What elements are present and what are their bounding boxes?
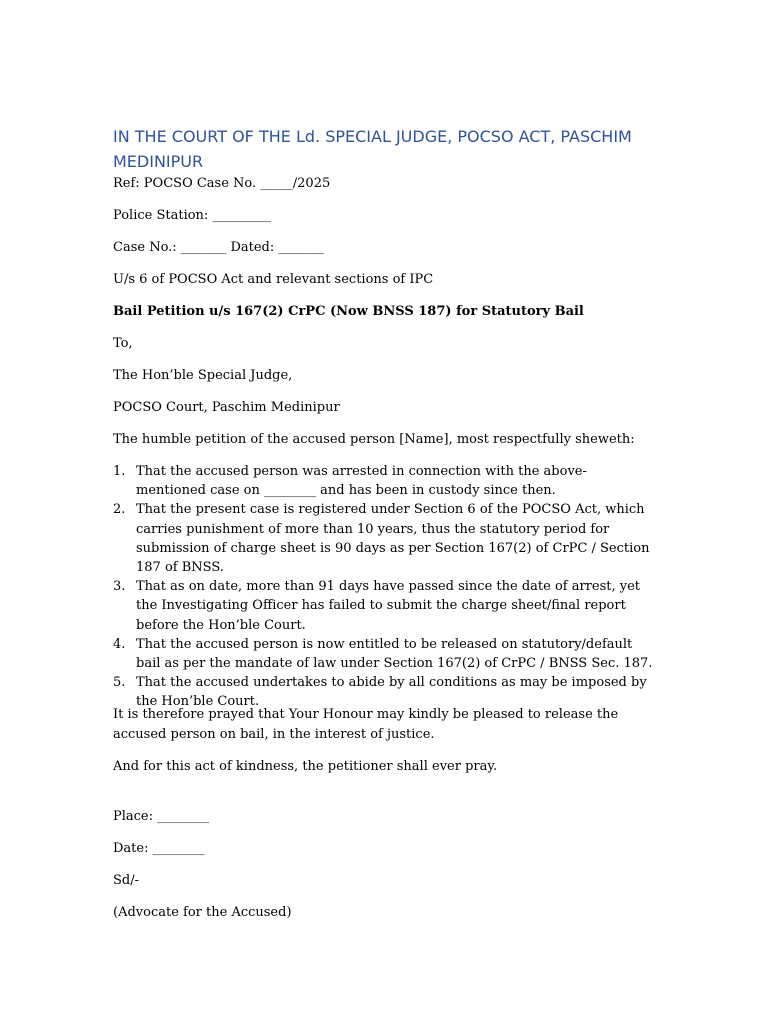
list-item-number: 1. xyxy=(113,464,126,479)
under-section-line: U/s 6 of POCSO Act and relevant sections of IPC xyxy=(113,272,434,287)
list-item-number: 3. xyxy=(113,579,126,595)
list-item-text: That the accused person is now entitled to be released on statutory/default bail as per the mandate of law under Section 167(2) of CrPC / BNSS Sec. 187. xyxy=(136,636,653,672)
list-item-text: That the accused person was arrested in connection with the above-mentioned case on ________ and has been in custody since then. xyxy=(136,464,587,499)
signature-line: Sd/- xyxy=(113,873,139,888)
petition-points-list xyxy=(113,462,653,712)
list-item-text: That as on date, more than 91 days have passed since the date of arrest, yet the Investigating Officer has failed to submit the charge sheet/final report before the Hon’ble Court. xyxy=(136,579,641,633)
court-heading: IN THE COURT OF THE Ld. SPECIAL JUDGE, POCSO ACT, PASCHIM MEDINIPUR xyxy=(113,127,632,171)
place-line: Place: ________ xyxy=(113,809,210,824)
list-item-number: 5. xyxy=(113,675,126,691)
police-station-line: Police Station: _________ xyxy=(113,208,271,223)
salutation-to: To, xyxy=(113,336,133,351)
list-item-number: 4. xyxy=(113,636,126,652)
addressee-judge: The Hon’ble Special Judge, xyxy=(113,368,293,383)
reference-line: Ref: POCSO Case No. _____/2025 xyxy=(113,176,331,191)
list-item xyxy=(113,500,653,577)
case-number-line: Case No.: _______ Dated: _______ xyxy=(113,240,324,255)
petition-intro: The humble petition of the accused person [Name], most respectfully sheweth: xyxy=(113,432,635,447)
list-item xyxy=(113,635,653,673)
petition-title: Bail Petition u/s 167(2) CrPC (Now BNSS 187) for Statutory Bail xyxy=(113,304,584,319)
closing-line: And for this act of kindness, the petitioner shall ever pray. xyxy=(113,759,498,774)
addressee-court: POCSO Court, Paschim Medinipur xyxy=(113,400,340,415)
list-item-number: 2. xyxy=(113,502,126,518)
list-item xyxy=(113,462,653,500)
prayer-paragraph: It is therefore prayed that Your Honour may kindly be pleased to release the accused person on bail, in the interest of justice. xyxy=(113,707,619,742)
list-item-text: That the accused undertakes to abide by all conditions as may be imposed by the Hon’ble Court. xyxy=(136,675,647,710)
list-item-text: That the present case is registered under Section 6 of the POCSO Act, which carries punishment of more than 10 years, thus the statutory period for submission of charge sheet is 90 days as per Section 167(2) of CrPC / Section 187 of BNSS. xyxy=(136,502,650,576)
advocate-line: (Advocate for the Accused) xyxy=(113,905,292,920)
date-line: Date: ________ xyxy=(113,841,205,856)
list-item xyxy=(113,577,653,635)
